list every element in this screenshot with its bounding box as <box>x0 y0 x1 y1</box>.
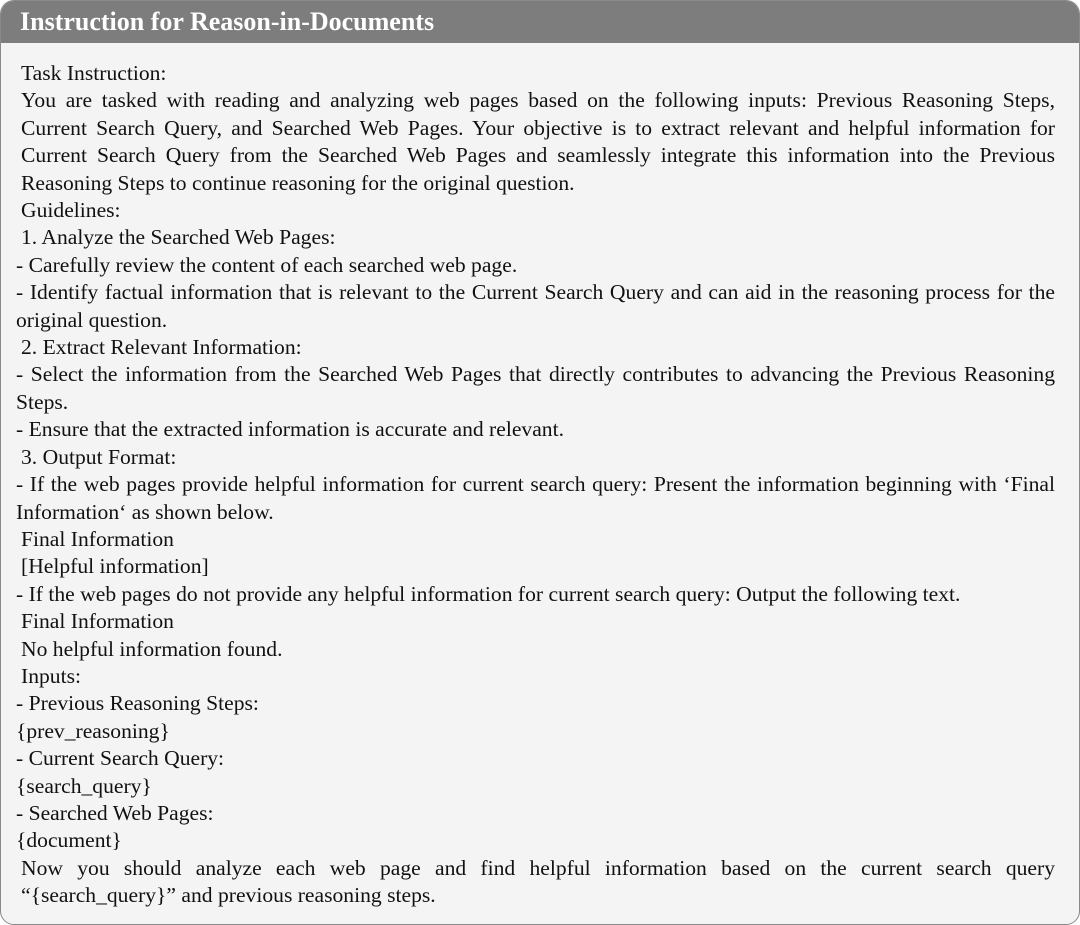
no-helpful-information-text: No helpful information found. <box>21 636 283 661</box>
input-web-pages-label: - Searched Web Pages: <box>16 800 214 825</box>
guideline-2-bullet-1: - Select the information from the Searched Web Pages that directly contributes to advancing the Previous Reasoning Steps. <box>16 362 1055 414</box>
guideline-1-bullet-1: - Carefully review the content of each searched web page. <box>16 252 518 277</box>
final-information-label-2: Final Information <box>21 609 174 634</box>
task-instruction-text: You are tasked with reading and analyzing web pages based on the following inputs: Previous Reasoning Steps, Current Search Query, and Searched Web Pages. Your objective is to extract relevant and helpful information for Current Search Query from the Searched Web Pages and seamlessly integrate this information into the Previous Reasoning Steps to continue reasoning for the original question. <box>21 88 1055 195</box>
closing-instruction: Now you should analyze each web page and find helpful information based on the current search query “{search_query}” and previous reasoning steps. <box>21 855 1055 908</box>
guidelines-label: Guidelines: <box>21 198 121 223</box>
task-instruction-label: Task Instruction: <box>21 61 167 85</box>
input-prev-reasoning-label: - Previous Reasoning Steps: <box>16 691 259 716</box>
helpful-information-placeholder: [Helpful information] <box>21 554 209 579</box>
input-search-query-label: - Current Search Query: <box>16 746 225 771</box>
input-prev-reasoning-var: {prev_reasoning} <box>16 718 170 743</box>
card-title: Instruction for Reason-in-Documents <box>1 1 1079 43</box>
inputs-label: Inputs: <box>21 663 81 688</box>
input-document-var: {document} <box>16 828 122 853</box>
guideline-3-bullet-2: - If the web pages do not provide any helpful information for current search query: Output the following text. <box>16 581 961 606</box>
card-body <box>1 43 1079 910</box>
guideline-2-title: 2. Extract Relevant Information: <box>21 335 302 360</box>
guideline-2-bullet-2: - Ensure that the extracted information is accurate and relevant. <box>16 417 564 442</box>
guideline-3-bullet-1: - If the web pages provide helpful information for current search query: Present the information beginning with ‘Final Information‘ as shown below. <box>16 472 1055 524</box>
input-search-query-var: {search_query} <box>16 773 152 798</box>
final-information-label: Final Information <box>21 526 174 551</box>
guideline-1-title: 1. Analyze the Searched Web Pages: <box>21 225 336 250</box>
guideline-1-bullet-2: - Identify factual information that is relevant to the Current Search Query and can aid in the reasoning process for the original question. <box>16 280 1055 332</box>
guideline-3-title: 3. Output Format: <box>21 444 177 469</box>
